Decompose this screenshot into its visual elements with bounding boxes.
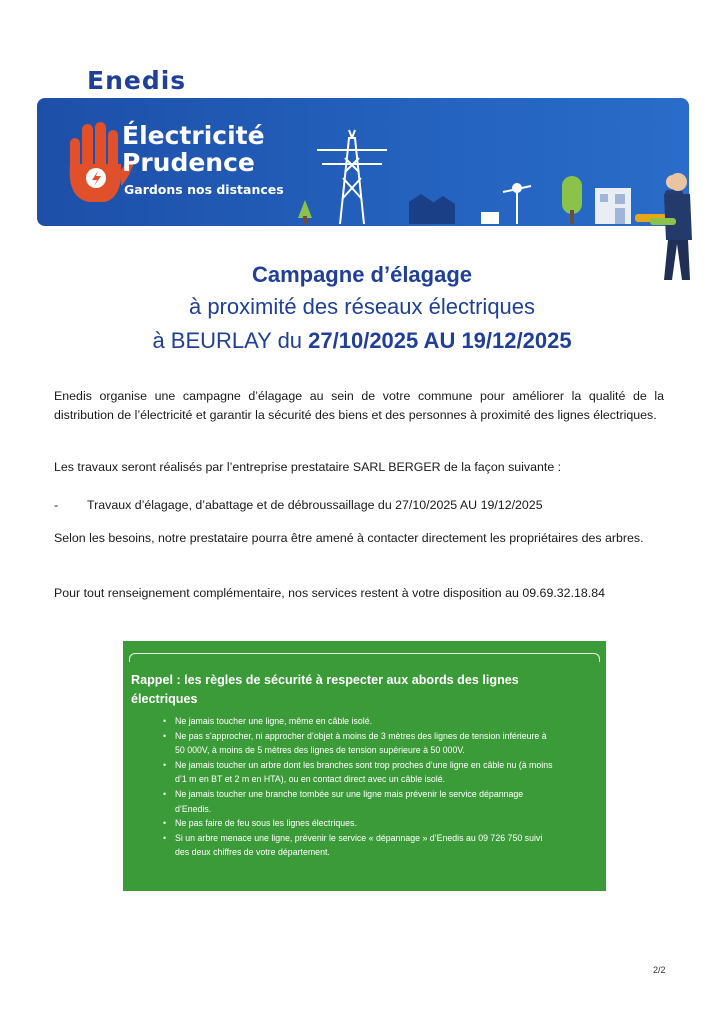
utility-pole-icon xyxy=(503,184,531,224)
safety-reminder-box xyxy=(123,641,606,891)
reminder-item: • Ne pas s’approcher, ni approcher d’objet à moins de 3 mètres des lignes de tension inférieure à 50 000V, à moins de 5 mètres des lignes de tension supérieure à 50 000V. xyxy=(163,729,553,758)
reminder-item: • Ne jamais toucher une ligne, même en câble isolé. xyxy=(163,714,553,729)
works-bullet-text: Travaux d’élagage, d’abattage et de débroussaillage du 27/10/2025 AU 19/12/2025 xyxy=(87,498,543,512)
banner-title xyxy=(122,122,265,176)
reminder-title: Rappel : les règles de sécurité à respecter aux abords des lignes électriques xyxy=(131,673,519,706)
pylon-icon xyxy=(317,130,387,224)
campaign-title: Campagne d’élagage xyxy=(251,262,473,287)
banner-subtitle: Gardons nos distances xyxy=(124,182,284,197)
intro-paragraph: Enedis organise une campagne d’élagage au sein de votre commune pour améliorer la qualité de la distribution de l’électricité et garantir la sécurité des biens et des personnes à proximité des lignes électriques. xyxy=(54,389,664,422)
building-icon xyxy=(595,188,631,224)
bullet-dash: - xyxy=(54,498,59,512)
box-frame-line xyxy=(129,653,600,662)
houses-icon xyxy=(409,194,499,224)
date-range: 27/10/2025 AU 19/12/2025 xyxy=(308,328,572,353)
reminder-item: • Si un arbre menace une ligne, prévenir le service « dépannage » d’Enedis au 09 726 750 suivi des deux chiffres de votre département. xyxy=(163,831,553,860)
enedis-logo: Enedis xyxy=(87,66,187,95)
info-phone-paragraph: Pour tout renseignement complémentaire, nos services restent à votre disposition au 09.69.32.18.84 xyxy=(54,586,606,600)
contact-owners-paragraph: Selon les besoins, notre prestataire pourra être amené à contacter directement les propriétaires des arbres. xyxy=(54,531,644,545)
reminder-item: • Ne jamais toucher un arbre dont les branches sont trop proches d’une ligne en câble nu (à moins d’1 m en BT et 2 m en HTA), ou en contact direct avec un câble isolé. xyxy=(163,758,553,787)
works-bullet xyxy=(54,498,543,512)
location-text: à BEURLAY du xyxy=(152,328,309,353)
contractor-paragraph: Les travaux seront réalisés par l’entreprise prestataire SARL BERGER de la façon suivante : xyxy=(54,460,562,474)
reminder-item: • Ne pas faire de feu sous les lignes électriques. xyxy=(163,816,553,831)
banner-title-line1: Électricité xyxy=(122,121,265,150)
reminder-item: • Ne jamais toucher une branche tombée sur une ligne mais prévenir le service dépannage d’Enedis. xyxy=(163,787,553,816)
page-number: 2/2 xyxy=(653,965,666,975)
campaign-subtitle: à proximité des réseaux électriques xyxy=(188,294,536,319)
banner-title-line2: Prudence xyxy=(122,148,255,177)
campaign-location-dates xyxy=(0,328,724,354)
reminder-list xyxy=(163,714,553,860)
